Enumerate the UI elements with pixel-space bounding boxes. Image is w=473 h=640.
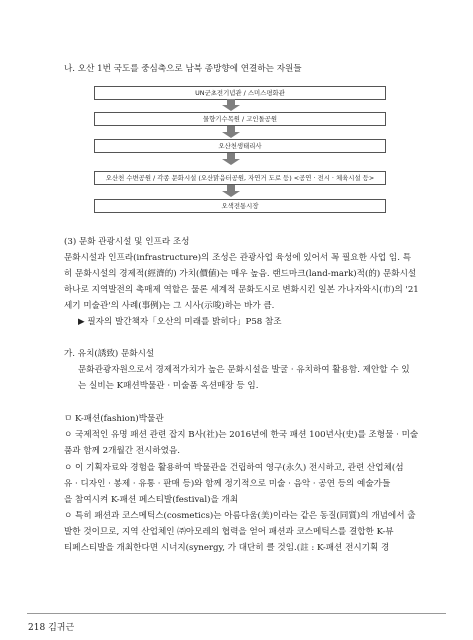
paragraph-line: 문화관광자원으로서 경제적가치가 높은 문화시설을 발굴 · 유치하여 활용함. 제안할 수 있 — [78, 365, 410, 375]
paragraph-line: 세기 미술관'의 사례(事例)는 그 시사(示唆)하는 바가 큼. — [64, 301, 275, 311]
flow-box: 물향기수목원 / 고인돌공원 — [94, 112, 386, 126]
bullet-line: 품과 함께 2개월간 전시하였음. — [64, 446, 181, 456]
flow-box: UN군초전기념관 / 스미스평화관 — [94, 86, 386, 100]
bullet-line: ㅇ 국제적인 유명 패션 관련 잡지 B사(社)는 2016년에 한국 패션 100년사(史)를 조형물 · 미술 — [64, 430, 419, 440]
flow-box: 오산천생태리사 — [94, 139, 386, 153]
flow-box: 오색전통시장 — [94, 199, 386, 213]
footer-divider — [27, 613, 446, 614]
bullet-line: 유 · 디자인 · 봉제 · 유통 · 판매 등)와 함께 정기적으로 미술 · 음악 · 공연 등의 예술가들 — [64, 479, 391, 489]
bullet-line: 발한 것이므로, 지역 산업체인 ㈜아모레의 협력을 얻어 패션과 코스메틱스를 결합한 K-뷰 — [64, 527, 394, 537]
bullet-line: ㅇ 이 기획자료와 경험을 활용하여 박물관을 건립하여 영구(永久) 전시하고, 관련 산업체(섬 — [64, 463, 404, 473]
flow-box: 오산천 수변공원 / 각종 문화시설 (오산맑음터공원, 자연거 도로 등) <공연 · 전시 · 체육시설 등> — [94, 171, 386, 185]
bullet-line: 을 참여시켜 K-패션 페스티발(festival)을 개최 — [64, 495, 239, 505]
paragraph-line: 는 실비는 K패션박물관 · 미술품 옥션매장 등 임. — [78, 381, 259, 391]
paragraph-line: 히 문화시설의 경제적(經濟的) 가치(價値)는 매우 높음. 랜드마크(land-mark)적(的) 문화시설 — [64, 269, 417, 279]
author-name: 김귀근 — [48, 623, 75, 633]
subsection-heading: (3) 문화 관광시설 및 인프라 조성 — [64, 237, 190, 247]
bullet-line: 티페스티발을 개최한다면 시너지(synergy, 가 대단히 클 것임.(註 : K-패션 전시기획 경 — [64, 543, 390, 553]
bullet-line: ㅇ 특히 패션과 코스메틱스(cosmetics)는 아름다움(美)이라는 같은 동질(同質)의 개념에서 출 — [64, 511, 416, 521]
paragraph-line: 문화시설과 인프라(infrastructure)의 조성은 관광사업 육성에 있어서 꼭 필요한 사업 임. 특 — [64, 253, 411, 263]
reference-note: ▶ 필자의 발간책자「오산의 미래를 밝히다」P58 참조 — [78, 317, 282, 327]
section-heading: 나. 오산 1번 국도를 중심축으로 남북 종방향에 연결하는 자원들 — [64, 64, 302, 74]
page-number: 218 — [28, 623, 46, 633]
bullet-heading: ㅁ K-패션(fashion)박물관 — [64, 414, 164, 424]
subsection-heading: 가. 유치(誘致) 문화시설 — [64, 349, 155, 359]
paragraph-line: 하나로 지역발전의 촉매제 역할은 물론 세계적 문화도시로 변화시킨 일본 가나자와시(市)의 '21 — [64, 285, 419, 295]
page-footer — [28, 620, 74, 633]
